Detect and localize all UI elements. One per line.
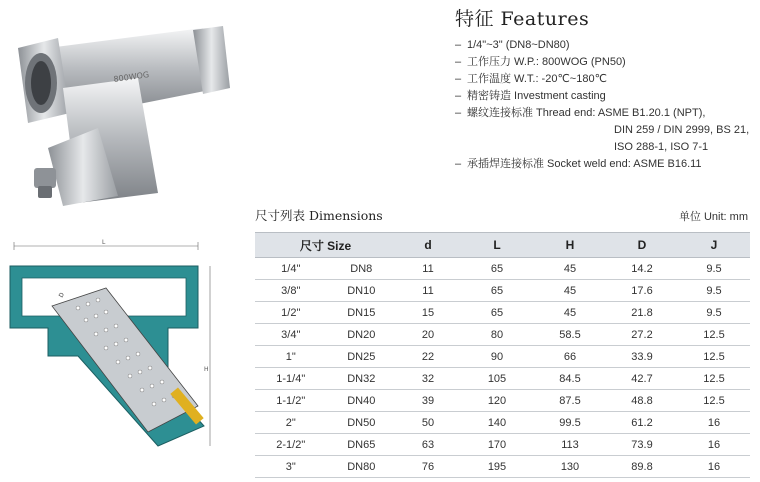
table-cell-H: 130 — [534, 456, 606, 478]
dimensions-table — [255, 232, 750, 478]
header-H: H — [534, 233, 606, 258]
table-header-row — [255, 233, 750, 258]
table-cell-J: 12.5 — [678, 346, 750, 368]
table-cell-d: 15 — [396, 302, 460, 324]
table-cell-size: 1-1/4" — [255, 368, 327, 390]
table-row — [255, 324, 750, 346]
table-cell-dn: DN65 — [327, 434, 396, 456]
header-size: 尺寸 Size — [255, 233, 396, 258]
feature-item: – 承插焊连接标准 Socket weld end: ASME B16.11 — [455, 158, 702, 170]
table-cell-H: 66 — [534, 346, 606, 368]
feature-item: – 精密铸造 Investment casting — [455, 90, 606, 102]
table-cell-dn: DN10 — [327, 280, 396, 302]
table-cell-L: 170 — [460, 434, 534, 456]
features-panel — [455, 4, 755, 173]
header-d: d — [396, 233, 460, 258]
label-D: D — [57, 291, 67, 299]
table-row — [255, 258, 750, 280]
table-cell-size: 3/4" — [255, 324, 327, 346]
table-row — [255, 280, 750, 302]
table-cell-J: 9.5 — [678, 280, 750, 302]
table-cell-d: 20 — [396, 324, 460, 346]
table-cell-dn: DN8 — [327, 258, 396, 280]
table-cell-L: 65 — [460, 280, 534, 302]
photo-marking: 800WOG — [113, 70, 150, 84]
header-L: L — [460, 233, 534, 258]
table-cell-d: 63 — [396, 434, 460, 456]
table-body — [255, 258, 750, 478]
table-cell-H: 45 — [534, 280, 606, 302]
table-cell-D: 21.8 — [606, 302, 678, 324]
table-cell-size: 3/8" — [255, 280, 327, 302]
table-cell-d: 11 — [396, 258, 460, 280]
table-cell-size: 1" — [255, 346, 327, 368]
table-row — [255, 302, 750, 324]
y-strainer-photo — [8, 18, 234, 208]
section-drawing — [8, 236, 218, 450]
table-cell-size: 1/2" — [255, 302, 327, 324]
table-row — [255, 412, 750, 434]
table-cell-D: 89.8 — [606, 456, 678, 478]
table-cell-L: 140 — [460, 412, 534, 434]
table-cell-d: 22 — [396, 346, 460, 368]
table-row — [255, 390, 750, 412]
table-cell-size: 1/4" — [255, 258, 327, 280]
table-cell-size: 3" — [255, 456, 327, 478]
feature-item: – 工作压力 W.P.: 800WOG (PN50) — [455, 56, 626, 68]
label-H: H — [204, 366, 209, 373]
table-cell-J: 16 — [678, 434, 750, 456]
table-cell-L: 195 — [460, 456, 534, 478]
table-cell-D: 33.9 — [606, 346, 678, 368]
header-J: J — [678, 233, 750, 258]
feature-item-continuation: DIN 259 / DIN 2999, BS 21, — [614, 124, 750, 136]
table-cell-L: 80 — [460, 324, 534, 346]
table-cell-L: 65 — [460, 302, 534, 324]
table-cell-J: 12.5 — [678, 368, 750, 390]
table-cell-H: 45 — [534, 302, 606, 324]
table-cell-dn: DN50 — [327, 412, 396, 434]
table-cell-J: 12.5 — [678, 390, 750, 412]
unit-label: 单位 Unit: mm — [678, 211, 748, 223]
table-cell-d: 32 — [396, 368, 460, 390]
table-cell-D: 61.2 — [606, 412, 678, 434]
table-row — [255, 434, 750, 456]
table-cell-H: 87.5 — [534, 390, 606, 412]
feature-item: – 工作温度 W.T.: -20℃~180℃ — [455, 73, 607, 85]
table-cell-J: 16 — [678, 412, 750, 434]
header-D: D — [606, 233, 678, 258]
table-cell-dn: DN40 — [327, 390, 396, 412]
table-cell-L: 120 — [460, 390, 534, 412]
table-row — [255, 368, 750, 390]
table-cell-size: 1-1/2" — [255, 390, 327, 412]
feature-item-continuation: ISO 288-1, ISO 7-1 — [614, 141, 709, 153]
table-cell-dn: DN25 — [327, 346, 396, 368]
table-cell-J: 12.5 — [678, 324, 750, 346]
table-cell-d: 76 — [396, 456, 460, 478]
table-cell-D: 17.6 — [606, 280, 678, 302]
table-cell-D: 14.2 — [606, 258, 678, 280]
table-cell-H: 84.5 — [534, 368, 606, 390]
table-cell-dn: DN20 — [327, 324, 396, 346]
table-cell-H: 45 — [534, 258, 606, 280]
table-cell-J: 9.5 — [678, 258, 750, 280]
table-cell-dn: DN80 — [327, 456, 396, 478]
table-cell-D: 73.9 — [606, 434, 678, 456]
table-cell-H: 99.5 — [534, 412, 606, 434]
table-cell-d: 39 — [396, 390, 460, 412]
table-cell-J: 9.5 — [678, 302, 750, 324]
table-cell-L: 65 — [460, 258, 534, 280]
table-row — [255, 346, 750, 368]
table-cell-L: 105 — [460, 368, 534, 390]
table-cell-H: 113 — [534, 434, 606, 456]
table-cell-dn: DN32 — [327, 368, 396, 390]
table-cell-J: 16 — [678, 456, 750, 478]
table-cell-D: 42.7 — [606, 368, 678, 390]
table-cell-size: 2-1/2" — [255, 434, 327, 456]
table-cell-H: 58.5 — [534, 324, 606, 346]
features-title: 特征 Features — [455, 8, 590, 30]
table-cell-d: 11 — [396, 280, 460, 302]
table-cell-L: 90 — [460, 346, 534, 368]
dimensions-title: 尺寸列表 Dimensions — [255, 208, 383, 223]
table-cell-d: 50 — [396, 412, 460, 434]
table-cell-dn: DN15 — [327, 302, 396, 324]
features-list — [455, 37, 755, 173]
table-row — [255, 456, 750, 478]
feature-item: – 1/4"~3" (DN8~DN80) — [455, 39, 570, 51]
table-cell-size: 2" — [255, 412, 327, 434]
label-L: L — [102, 239, 106, 246]
table-cell-D: 27.2 — [606, 324, 678, 346]
feature-item: – 螺纹连接标准 Thread end: ASME B1.20.1 (NPT), — [455, 107, 706, 119]
table-cell-D: 48.8 — [606, 390, 678, 412]
